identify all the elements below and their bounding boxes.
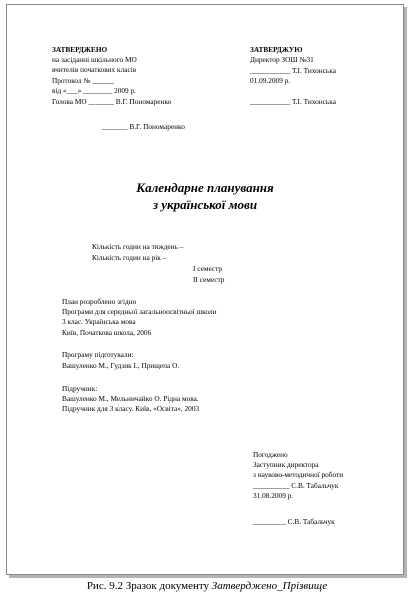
authors-line1: Програму підготували: [62, 350, 134, 359]
agreed-line3: з науково-методичної роботи [253, 470, 344, 479]
plan-line2: Програми для середньої загальноосвітньої школи [62, 307, 217, 316]
approved-left-line6: _______ В.Г. Пономаренко [102, 122, 185, 131]
approved-left-line5: Голова МО _______ В.Г. Пономаренко [52, 97, 172, 106]
caption-document-name: Затверджено_Прізвище [211, 580, 328, 592]
approved-left-line4: від «___» ________ 2009 р. [52, 86, 136, 95]
document-title-line2: з української мови [152, 197, 258, 212]
hours-per-week: Кількість годин на тиждень – [92, 242, 184, 251]
document-title-line1: Календарне планування [136, 180, 274, 195]
hours-per-year: Кількість годин на рік – [92, 253, 167, 262]
approved-right-line1: Директор ЗОШ №31 [250, 55, 314, 64]
agreed-line2: Заступник директора [253, 460, 319, 469]
approved-right-line4: ___________ Т.І. Тихонська [250, 97, 336, 106]
authors-line2: Вашуленко М., Гудзик І., Прищепа О. [62, 361, 180, 370]
plan-line1: План розроблено згідно [62, 297, 137, 306]
figure-caption [0, 580, 414, 593]
approved-right-line2: ___________ Т.І. Тихонська [250, 66, 336, 75]
plan-line4: Київ, Початкова школа, 2006 [62, 328, 152, 337]
textbook-line3: Підручник для 3 класу. Київ, «Освіта», 2003 [62, 404, 200, 413]
approved-left-line2: вчителів початкових класів [52, 65, 137, 74]
hours-semester-1: І семестр [193, 264, 223, 273]
agreed-line4: __________ С.В. Табальчук [253, 481, 339, 490]
plan-line3: 3 клас. Українська мова [62, 317, 136, 326]
approved-left-heading: ЗАТВЕРДЖЕНО [52, 45, 108, 54]
approved-left-line3: Протокол № ______ [52, 76, 115, 85]
approved-right-heading: ЗАТВЕРДЖУЮ [250, 45, 303, 54]
agreed-line6: _________ С.В. Табальчук [253, 517, 335, 526]
textbook-line1: Підручник: [62, 384, 98, 393]
agreed-line5: 31.08.2009 р. [253, 491, 294, 500]
document-page [6, 4, 404, 575]
agreed-line1: Погоджено [253, 450, 288, 459]
caption-prefix: Рис. 9.2 Зразок документу [86, 580, 212, 592]
hours-semester-2: ІІ семестр [193, 275, 225, 284]
approved-left-line1: на засіданні шкільного МО [52, 55, 137, 64]
textbook-line2: Вашуленко М., Мельничайко О. Рідна мова. [62, 394, 199, 403]
approved-right-line3: 01.09.2009 р. [250, 76, 291, 85]
